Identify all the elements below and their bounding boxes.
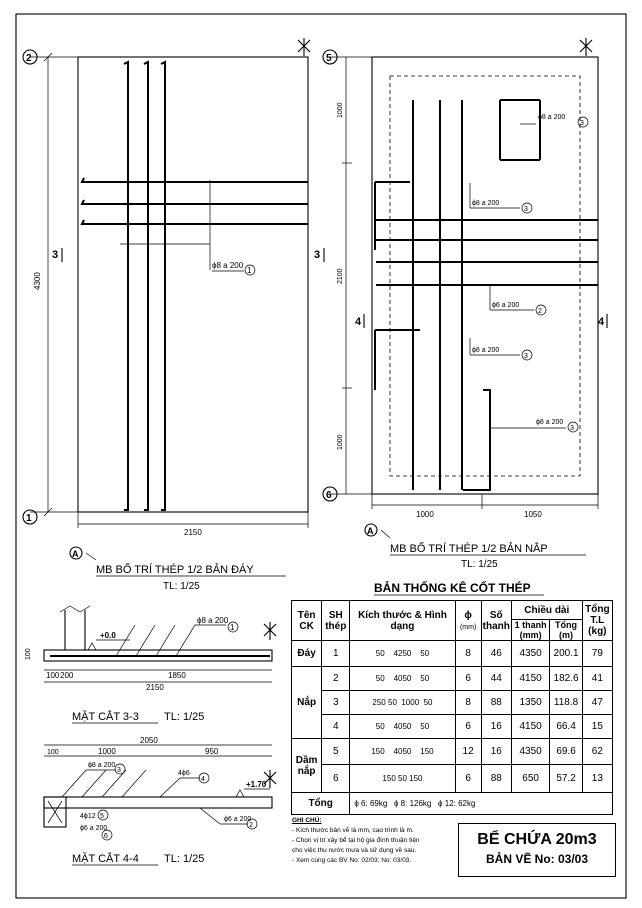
note-line: cho việc thu nước mưa và sử dụng về sau. <box>292 847 417 854</box>
cell-phi: 6 <box>455 715 481 739</box>
cell-l1: 4150 <box>511 667 550 691</box>
dim-top-1: 1000 <box>337 102 344 118</box>
section33-scale: TL: 1/25 <box>164 711 205 723</box>
cell-sh: 4 <box>322 715 350 739</box>
note-line: - Xem cùng các BV No: 02/03; No: 03/03. <box>292 857 412 864</box>
rebar-statistics-table <box>291 600 613 815</box>
shape-b: 4250 <box>393 649 412 658</box>
rebar-vertical-2 <box>144 62 148 510</box>
totals-cell <box>350 793 613 815</box>
dim-1850: 1850 <box>168 671 186 680</box>
shape-a: 150 <box>382 774 396 783</box>
col-count: Số thanh <box>481 601 511 641</box>
callout-3c: ϕ8 a 200 <box>472 347 500 354</box>
slab-section-44 <box>44 797 272 808</box>
section-3-3 <box>25 606 276 723</box>
axis-label-5: 5 <box>326 53 332 64</box>
rebar-horizontal-2 <box>82 200 308 204</box>
plan-top-slab <box>323 38 607 570</box>
shape-b: 4050 <box>393 747 412 756</box>
dim-2150: 2150 <box>146 683 164 692</box>
callout-44-6: ϕ6 a 200 <box>80 825 108 832</box>
cell-w: 62 <box>582 739 612 765</box>
shape-c: 50 <box>423 698 433 707</box>
table-total-row <box>292 793 613 815</box>
cell-phi: 8 <box>455 691 481 715</box>
callout-2-no: 2 <box>538 308 542 315</box>
callout-44-2: ϕ6 a 200 <box>224 816 252 823</box>
note-line: - Kích thước bản vẽ là mm, cao trình là m. <box>292 827 414 834</box>
cell-n: 88 <box>481 691 511 715</box>
callout-44-6-no: 6 <box>104 833 108 840</box>
cell-shape <box>350 641 455 667</box>
col-len1: 1 thanh (mm) <box>511 620 550 641</box>
total-phi6: ϕ 6: 69kg <box>354 799 388 808</box>
cell-l1: 4350 <box>511 739 550 765</box>
drawing-name: BỂ CHỨA 20m3 <box>477 831 597 848</box>
plan-bottom-slab <box>23 38 324 592</box>
dim-100: 100 <box>46 671 60 680</box>
view-mark: A <box>72 549 79 559</box>
cell-l1: 4350 <box>511 641 550 667</box>
phi-unit: (mm) <box>459 623 477 631</box>
table-header-row <box>292 601 613 620</box>
cell-n: 88 <box>481 765 511 793</box>
slab-outline-top <box>372 57 598 494</box>
dim-100-44: 100 <box>47 749 59 756</box>
section-mark-right: 3 <box>314 249 321 261</box>
north-arrow-icon <box>298 38 310 56</box>
group-nap: Nắp <box>292 667 322 739</box>
section-mark-4-right: 4 <box>598 316 605 328</box>
rebar-horizontal-3 <box>82 220 308 224</box>
cell-shape <box>350 691 455 715</box>
level-44: +1.70 <box>246 780 267 789</box>
shape-a: 150 <box>371 747 385 756</box>
note-line: - Chọn vị trí xây bể tại hộ gia đình thuận tiện <box>292 837 420 844</box>
dim-top-3: 1000 <box>337 434 344 450</box>
cell-l1: 4150 <box>511 715 550 739</box>
col-phi <box>455 601 481 641</box>
thick-dim: 100 <box>25 648 32 660</box>
cell-shape <box>350 667 455 691</box>
axis-label-bottom: 1 <box>26 513 32 524</box>
shape-a: 50 <box>375 649 385 658</box>
dim-200: 200 <box>60 671 74 680</box>
cell-shape <box>350 715 455 739</box>
shape-b: 4050 <box>393 722 412 731</box>
shape-b: 4050 <box>393 674 412 683</box>
cell-sh: 1 <box>322 641 350 667</box>
callout-3d: ϕ8 a 200 <box>536 419 564 426</box>
dim-width: 2150 <box>184 528 202 537</box>
dim-w1: 1000 <box>416 510 434 519</box>
callout-3c-no: 3 <box>524 353 528 360</box>
rebar-vertical-top <box>413 100 462 490</box>
cell-lt: 66.4 <box>550 715 582 739</box>
cell-phi: 8 <box>455 641 481 667</box>
cell-w: 79 <box>582 641 612 667</box>
plan-top-title: MB BỐ TRÍ THÉP 1/2 BẢN NẮP <box>390 543 548 555</box>
rebar-3-top <box>500 100 540 160</box>
cell-sh: 2 <box>322 667 350 691</box>
callout-3d-no: 3 <box>570 425 574 432</box>
dim-w2: 1050 <box>524 510 542 519</box>
slab-outline <box>78 57 308 512</box>
table-row <box>292 691 613 715</box>
rebar-horizontal-1 <box>82 178 308 182</box>
callout-44-4-no: 4 <box>201 776 205 783</box>
rebar-3-bottom <box>463 390 490 490</box>
cell-sh: 3 <box>322 691 350 715</box>
title-block <box>458 823 616 877</box>
cell-n: 46 <box>481 641 511 667</box>
section-4-4 <box>44 736 276 865</box>
total-phi8: ϕ 8: 126kg <box>393 799 432 808</box>
rebar-callout: ϕ8 a 200 <box>212 261 244 270</box>
opening-dashed <box>390 76 580 476</box>
section44-scale: TL: 1/25 <box>164 853 205 865</box>
table-row <box>292 715 613 739</box>
callout-33: ϕ8 a 200 <box>197 616 229 625</box>
cell-lt: 69.6 <box>550 739 582 765</box>
shape-b: 50 <box>398 774 407 783</box>
cell-l1: 650 <box>511 765 550 793</box>
group-dam: Dầm nắp <box>292 739 322 793</box>
callout-33-no: 1 <box>230 623 235 632</box>
cell-n: 16 <box>481 715 511 739</box>
cell-lt: 57.2 <box>550 765 582 793</box>
table-row <box>292 641 613 667</box>
cell-w: 15 <box>582 715 612 739</box>
col-weight: Tổng T.L (kg) <box>582 601 612 641</box>
shape-a: 50 <box>375 722 385 731</box>
notes-heading: GHI CHÚ: <box>292 817 322 824</box>
shape-c: 50 <box>420 649 430 658</box>
callout-44-4: 4ϕ6 <box>178 770 190 777</box>
north-arrow-icon <box>580 38 592 56</box>
cell-n: 44 <box>481 667 511 691</box>
total-label: Tổng <box>292 793 350 815</box>
shape-a: 250 <box>372 698 386 707</box>
shape-c: 150 <box>420 747 434 756</box>
cell-phi: 6 <box>455 667 481 691</box>
rebar-number: 1 <box>247 266 252 275</box>
col-ck: Tên CK <box>292 601 322 641</box>
axis-label-top: 2 <box>26 53 32 64</box>
dim-top-2: 2100 <box>337 268 344 284</box>
rebar-vertical-1 <box>124 62 128 510</box>
plan-title: MB BỐ TRÍ THÉP 1/2 BẢN ĐÁY <box>96 564 254 576</box>
view-mark-top: A <box>367 526 374 536</box>
callout-3a-no: 3 <box>580 120 584 127</box>
cell-phi: 6 <box>455 765 481 793</box>
callout-44-2-no: 2 <box>249 822 253 829</box>
total-phi12: ϕ 12: 62kg <box>438 799 476 808</box>
dim-height: 4300 <box>33 272 42 290</box>
col-sh: SH thép <box>322 601 350 641</box>
shape-c: 50 <box>420 674 430 683</box>
shape-b: 1000 <box>401 698 420 707</box>
section-mark-4-left: 4 <box>355 316 362 328</box>
table-row <box>292 739 613 765</box>
cell-shape <box>350 765 455 793</box>
col-shape: Kích thước & Hình dạng <box>350 601 455 641</box>
callout-44-3: ϕ8 a 200 <box>88 762 116 769</box>
shape-c: 50 <box>420 722 430 731</box>
plan-scale: TL: 1/25 <box>163 581 200 592</box>
shape-d: 50 <box>388 698 397 707</box>
shape-a: 50 <box>375 674 385 683</box>
cell-sh: 6 <box>322 765 350 793</box>
cell-sh: 5 <box>322 739 350 765</box>
cell-w: 41 <box>582 667 612 691</box>
callout-2: ϕ6 a 200 <box>492 302 520 309</box>
callout-3b: ϕ8 a 200 <box>472 200 500 207</box>
rebar-2-horizontals <box>376 220 598 285</box>
axis-label-6: 6 <box>326 490 332 501</box>
level-mark: +0.0 <box>100 631 116 640</box>
cell-lt: 200.1 <box>550 641 582 667</box>
section33-title: MẶT CẮT 3-3 <box>72 711 139 723</box>
dim-2050: 2050 <box>140 736 158 745</box>
plan-top-scale: TL: 1/25 <box>461 559 498 570</box>
cell-w: 47 <box>582 691 612 715</box>
section44-title: MẶT CẮT 4-4 <box>72 853 139 865</box>
callout-3b-no: 3 <box>524 206 528 213</box>
cell-l1: 1350 <box>511 691 550 715</box>
col-lent: Tổng (m) <box>550 620 582 641</box>
section-mark-left: 3 <box>52 249 59 261</box>
cell-n: 16 <box>481 739 511 765</box>
cell-shape <box>350 739 455 765</box>
cell-phi: 12 <box>455 739 481 765</box>
cell-w: 13 <box>582 765 612 793</box>
dim-1000: 1000 <box>98 747 116 756</box>
table-title: BẢN THỐNG KÊ CỐT THÉP <box>374 581 531 595</box>
col-length: Chiều dài <box>511 601 582 620</box>
shape-c: 150 <box>409 774 423 783</box>
dim-950: 950 <box>205 747 219 756</box>
rebar-vertical-3 <box>161 62 165 510</box>
north-arrow-icon <box>264 622 276 640</box>
callout-3a: ϕ8 a 200 <box>538 114 566 121</box>
group-day: Đáy <box>292 641 322 667</box>
callout-44-5-no: 5 <box>100 813 104 820</box>
phi-symbol: ϕ <box>464 609 472 621</box>
cell-lt: 182.6 <box>550 667 582 691</box>
notes-block <box>292 816 452 866</box>
cell-lt: 118.8 <box>550 691 582 715</box>
table-row <box>292 667 613 691</box>
sheet-number: BẢN VẼ No: 03/03 <box>485 852 589 866</box>
table-row <box>292 765 613 793</box>
callout-44-3-no: 3 <box>117 767 121 774</box>
callout-44-5: 4ϕ12 <box>80 813 96 820</box>
